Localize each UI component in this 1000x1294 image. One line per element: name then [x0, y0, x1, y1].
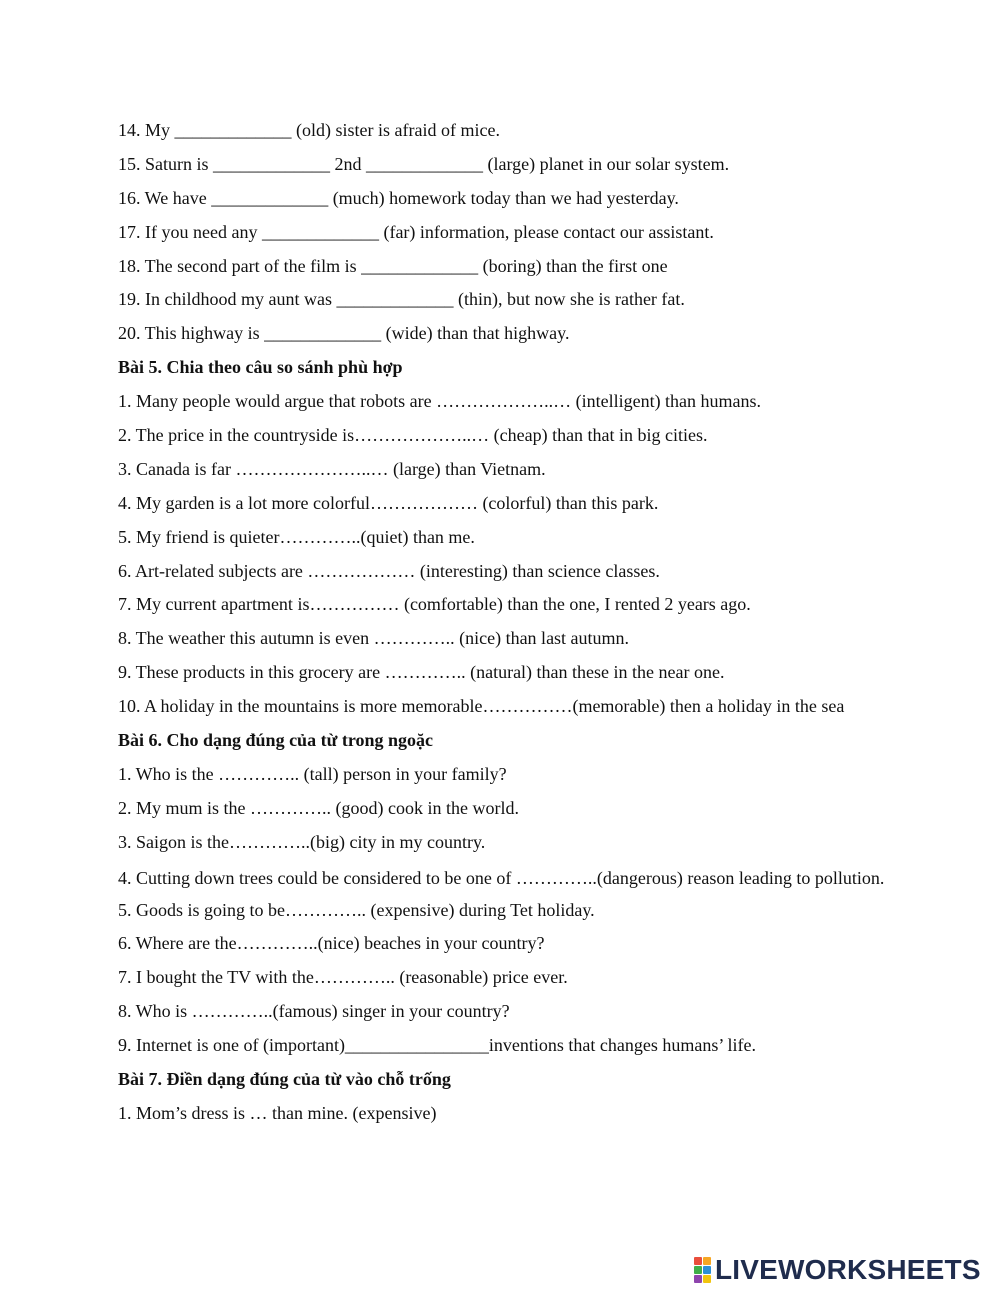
exercise-item: 4. Cutting down trees could be considered to be one of …………..(dangerous) reason leading to pollution.: [118, 867, 885, 888]
exercise-item: 1. Mom’s dress is … than mine. (expensive): [118, 1102, 437, 1123]
exercise-item: 5. Goods is going to be………….. (expensive) during Tet holiday.: [118, 899, 595, 920]
exercise-item: 20. This highway is _____________ (wide) than that highway.: [118, 323, 570, 344]
exercise-item: 6. Where are the…………..(nice) beaches in your country?: [118, 933, 545, 954]
exercise-item: 3. Canada is far …………………..… (large) than Vietnam.: [118, 458, 546, 479]
exercise-6-heading: Bài 6. Cho dạng đúng của từ trong ngoặc: [118, 730, 434, 751]
exercise-item: 1. Many people would argue that robots are ………………..… (intelligent) than humans.: [118, 391, 762, 412]
exercise-item: 8. Who is …………..(famous) singer in your country?: [118, 1001, 510, 1022]
exercise-item: 2. The price in the countryside is………………..… (cheap) than that in big cities.: [118, 425, 708, 446]
exercise-item: 8. The weather this autumn is even ………….. (nice) than last autumn.: [118, 628, 630, 649]
exercise-item: 15. Saturn is _____________ 2nd _____________ (large) planet in our solar system.: [118, 153, 730, 174]
exercise-item: 6. Art-related subjects are ……………… (interesting) than science classes.: [118, 560, 660, 581]
exercise-item: 10. A holiday in the mountains is more memorable……………(memorable) then a holiday in the sea: [118, 696, 845, 717]
exercise-item: 18. The second part of the film is _____________ (boring) than the first one: [118, 255, 668, 276]
exercise-item: 9. Internet is one of (important)________________inventions that changes humans’ life.: [118, 1035, 757, 1056]
exercise-7-heading: Bài 7. Điền dạng đúng của từ vào chỗ trống: [118, 1068, 451, 1089]
exercise-item: 4. My garden is a lot more colorful……………… (colorful) than this park.: [118, 492, 659, 513]
exercise-item: 14. My _____________ (old) sister is afraid of mice.: [118, 120, 500, 140]
liveworksheets-logo-icon: [694, 1257, 711, 1283]
liveworksheets-logo: [694, 1253, 981, 1287]
worksheet-content: [118, 116, 918, 1133]
exercise-item: 2. My mum is the ………….. (good) cook in the world.: [118, 797, 519, 818]
exercise-5-heading: Bài 5. Chia theo câu so sánh phù hợp: [118, 357, 403, 378]
exercise-item: 19. In childhood my aunt was _____________ (thin), but now she is rather fat.: [118, 289, 685, 310]
exercise-item: 7. I bought the TV with the………….. (reasonable) price ever.: [118, 967, 568, 988]
exercise-item: 7. My current apartment is…………… (comfortable) than the one, I rented 2 years ago.: [118, 594, 751, 615]
logo-text: LIVEWORKSHEETS: [715, 1254, 981, 1285]
exercise-item: 17. If you need any _____________ (far) information, please contact our assistant.: [118, 221, 714, 242]
exercise-item: 3. Saigon is the…………..(big) city in my country.: [118, 831, 486, 852]
exercise-item: 5. My friend is quieter…………..(quiet) than me.: [118, 526, 475, 547]
exercise-item: 9. These products in this grocery are ………….. (natural) than these in the near one.: [118, 662, 725, 683]
exercise-item: 16. We have _____________ (much) homework today than we had yesterday.: [118, 187, 679, 208]
exercise-item: 1. Who is the ………….. (tall) person in your family?: [118, 763, 507, 784]
